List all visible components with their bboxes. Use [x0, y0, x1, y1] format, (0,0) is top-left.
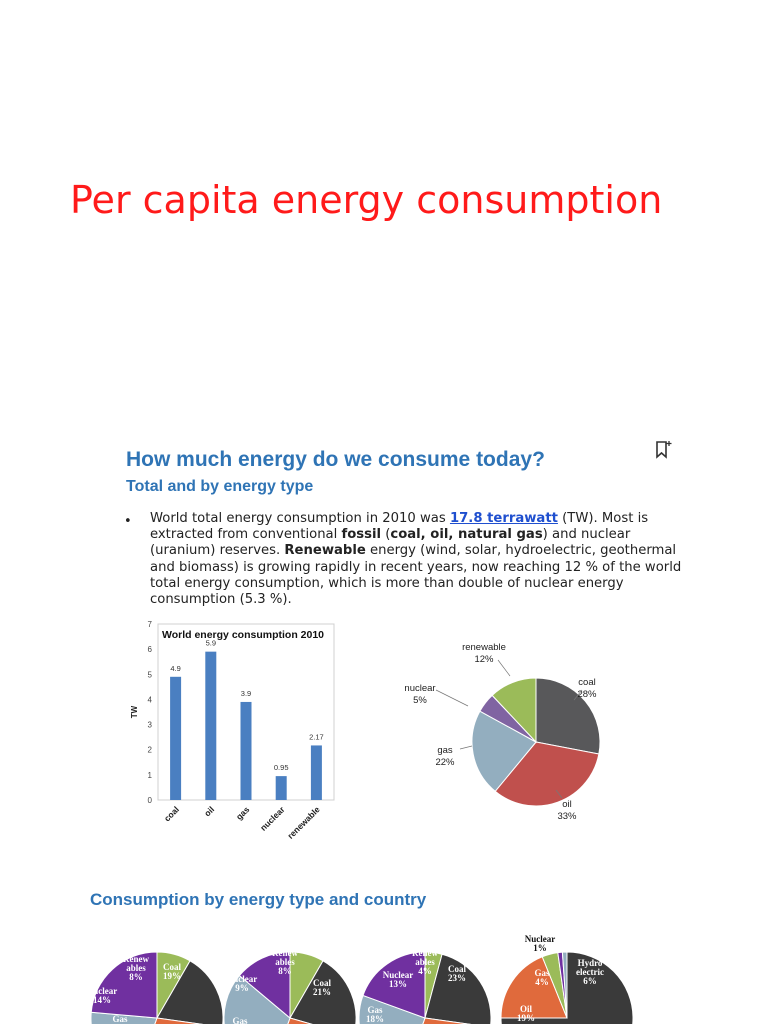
slide-image-energy [112, 432, 688, 850]
slide-heading-country: Consumption by energy type and country [90, 890, 427, 909]
bar-value-label: 5.9 [205, 638, 217, 648]
country-pie-label: Oil [519, 1004, 533, 1014]
y-axis-label: TW [130, 705, 139, 719]
country-pie-label: ables [415, 957, 435, 967]
leader-line [498, 660, 510, 676]
bar [311, 745, 322, 800]
y-tick-label: 5 [147, 670, 152, 680]
pie-label-oil: oil [562, 799, 572, 810]
country-pie-pct: 4% [418, 966, 432, 976]
country-pie-pct: 14% [93, 995, 111, 1005]
pie-pct-nuclear: 5% [413, 695, 427, 706]
bar-value-label: 2.17 [309, 732, 324, 742]
country-pie-label: Coal [313, 978, 331, 988]
x-tick-label: oil [202, 804, 217, 819]
x-tick-label: gas [233, 804, 252, 822]
chart-title: World energy consumption 2010 [162, 629, 325, 641]
country-pie-pct: 23% [448, 973, 466, 983]
country-pie-pct: 19% [163, 971, 181, 981]
y-tick-label: 3 [147, 720, 152, 730]
country-pie-pct: 19% [517, 1013, 535, 1023]
terrawatt-link[interactable]: 17.8 terrawatt [449, 511, 558, 526]
country-pie-label: Gas [534, 968, 550, 978]
country-pie-label: Hydro [577, 958, 603, 968]
pie-chart [402, 628, 682, 848]
x-tick-label: renewable [285, 804, 322, 841]
country-pie-pct: 21% [313, 987, 331, 997]
country-pie-label: Gas [367, 1005, 383, 1015]
country-pie-pct: 8% [278, 966, 292, 976]
pie-label-gas: gas [437, 745, 453, 756]
x-tick-label: nuclear [258, 804, 287, 833]
country-pie-pct: 6% [583, 976, 597, 986]
country-pie-label: Renew [123, 954, 149, 964]
leader-line [436, 690, 468, 706]
pie-pct-oil: 33% [557, 811, 577, 822]
leader-line [460, 746, 472, 749]
country-pie-label: Gas [112, 1014, 128, 1024]
country-pie-pct: 8% [129, 972, 143, 982]
country-pie-label: Coal [448, 964, 466, 974]
country-pie-label: Coal [163, 962, 181, 972]
country-pie-label: Renew [412, 948, 438, 958]
country-pie-label: Nuclear [86, 986, 118, 996]
y-tick-label: 0 [147, 796, 152, 805]
country-pie-label: Renew [272, 948, 298, 958]
y-tick-label: 6 [147, 645, 152, 655]
pie-pct-renewable: 12% [474, 654, 494, 665]
pie-pct-gas: 22% [435, 757, 455, 768]
slide-subheading: Total and by energy type [126, 478, 314, 495]
country-pie-pct: 13% [389, 979, 407, 989]
bullet-marker: • [124, 514, 132, 529]
y-tick-label: 4 [147, 695, 152, 705]
country-pie-charts [80, 882, 680, 1024]
country-pie-pct: 4% [535, 977, 549, 987]
bar [241, 702, 252, 800]
pie-label-nuclear: nuclear [404, 683, 436, 694]
slide-image-country [80, 882, 680, 1024]
country-pie-label: Gas [232, 1016, 248, 1024]
country-pie-label: Nuclear [226, 974, 258, 984]
pie-label-renewable: renewable [462, 642, 506, 653]
y-tick-label: 1 [147, 770, 152, 780]
bar-value-label: 0.95 [273, 763, 289, 773]
bookmark-add-icon[interactable] [652, 438, 676, 462]
country-pie-label: Nuclear [524, 934, 556, 944]
bar [205, 652, 216, 800]
page-title: Per capita energy consumption [70, 178, 663, 222]
y-tick-label: 7 [147, 620, 152, 629]
country-pie-pct: 1% [533, 943, 547, 953]
country-pie-label: electric [576, 967, 604, 977]
country-pie-label: ables [126, 963, 146, 973]
bar-value-label: 4.9 [170, 663, 181, 673]
country-pie-pct: 9% [235, 983, 249, 993]
bar-value-label: 3.9 [240, 688, 252, 698]
country-pie-label: Nuclear [382, 970, 414, 980]
pie-pct-coal: 28% [577, 689, 597, 700]
country-pie-pct: 18% [366, 1014, 384, 1024]
y-tick-label: 2 [147, 745, 152, 755]
bar [276, 776, 287, 800]
bullet-text: World total energy consumption in 2010 was 17.8 terrawatt (TW). Most is extracted from conventional fossil (coal, oil, natural gas) and nuclear (uranium) reserves. Renewable energy (wind, solar, hydroelectric, geothermal and biomass) is growing rapidly in recent years, now reaching 12 % of the world total energy consumption, which is more than double of nuclear energy consumption (5.3 %). [150, 511, 682, 608]
pie-label-coal: coal [578, 677, 596, 688]
slide-heading: How much energy do we consume today? [126, 448, 545, 471]
bar-chart [122, 610, 352, 850]
bar [170, 677, 181, 800]
x-tick-label: coal [161, 804, 182, 824]
country-pie-label: ables [275, 957, 295, 967]
